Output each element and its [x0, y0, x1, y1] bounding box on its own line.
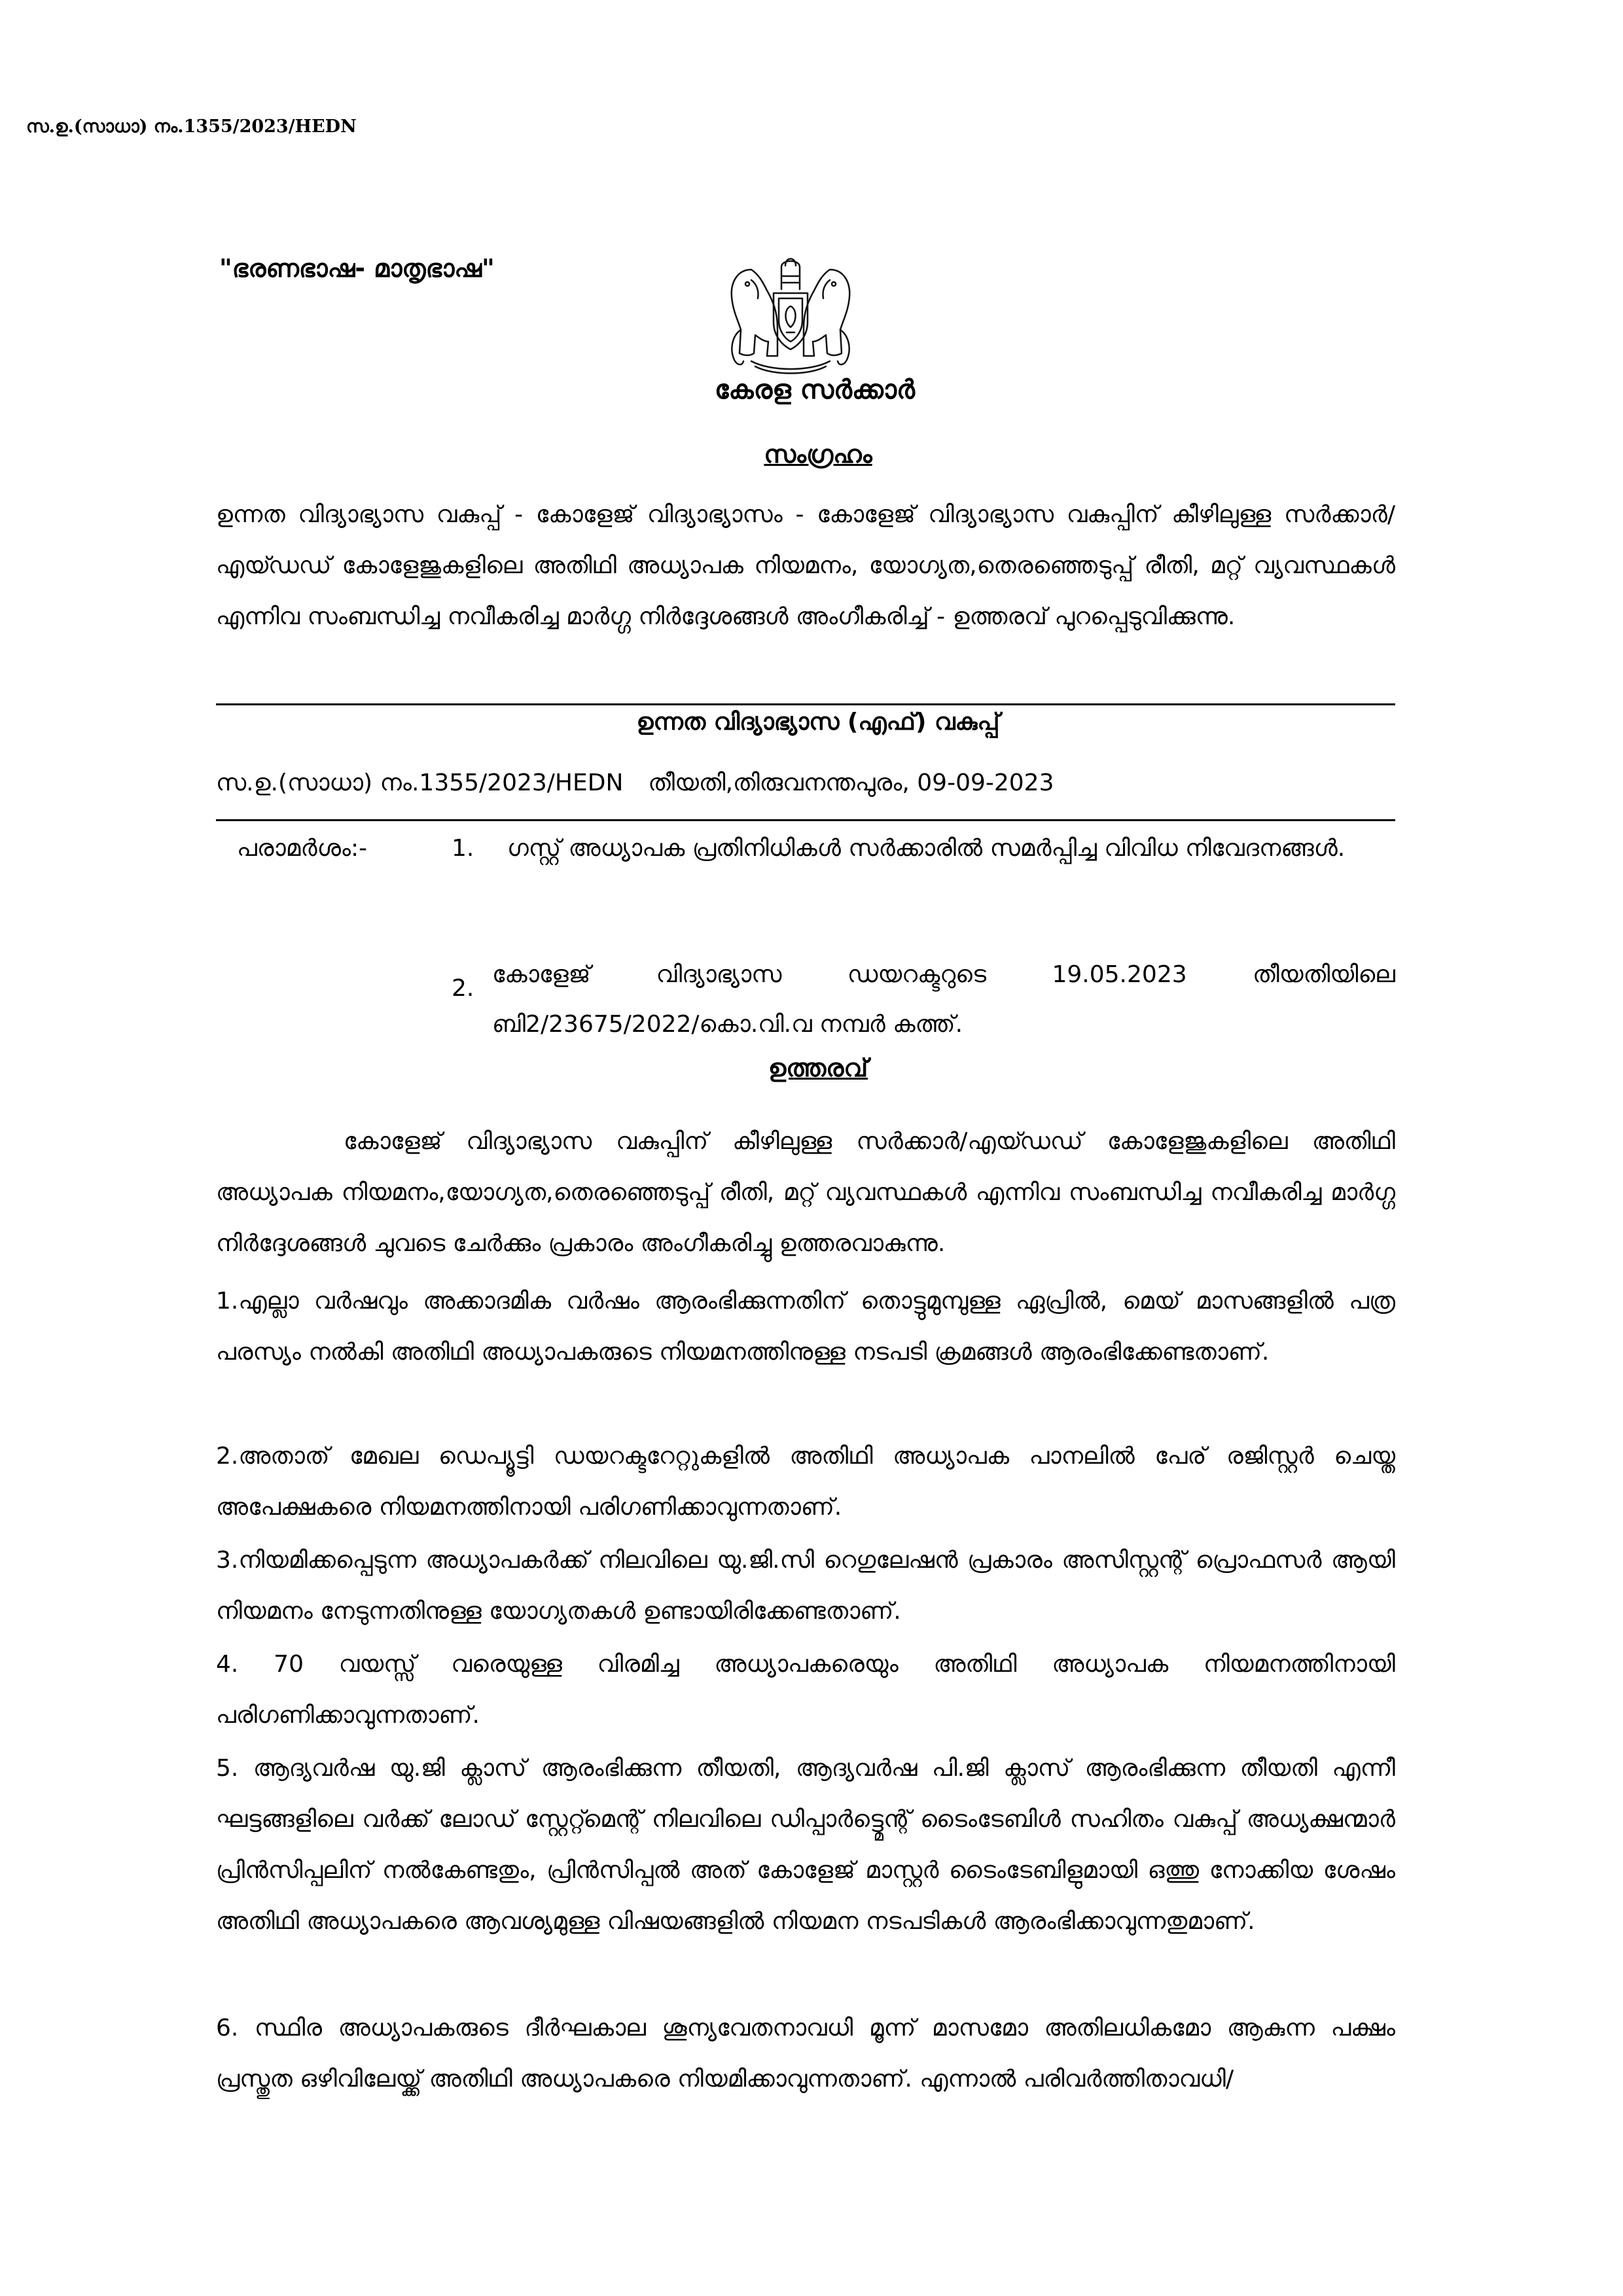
- order-point-text: 6. സ്ഥിര അധ്യാപകരുടെ ദീർഘകാല ശൂന്യവേതനാവധി മൂന്ന് മാസമോ അതിലധികമോ ആകുന്ന പക്ഷം പ്രസ്തുത ഒഴിവിലേയ്ക്ക് അതിഥി അധ്യാപകരെ നിയമിക്കാവുന്നതാണ്. എന്നാൽ പരിവർത്തിതാവധി/: [216, 2015, 1395, 2093]
- government-name: കേരള സർക്കാർ: [715, 375, 915, 405]
- order-point: [216, 1743, 1395, 1947]
- order-intro-paragraph: കോളേജ് വിദ്യാഭ്യാസ വകുപ്പിന് കീഴിലുള്ള സർക്കാർ/എയ്ഡഡ് കോളേജുകളിലെ അതിഥി അധ്യാപക നിയമനം,യോഗ്യത,തെരഞ്ഞെടുപ്പ് രീതി, മറ്റ് വ്യവസ്ഥകൾ എന്നിവ സംബന്ധിച്ച നവീകരിച്ച മാർഗ്ഗ നിർദ്ദേശങ്ങൾ ചുവടെ ചേർക്കും പ്രകാരം അംഗീകരിച്ചു ഉത്തരവാകുന്നു.: [216, 1128, 1395, 1257]
- slogan: "ഭരണഭാഷ- മാതൃഭാഷ": [219, 254, 495, 283]
- reference-text: [492, 950, 1395, 1050]
- order-number-line: [216, 769, 1054, 797]
- order-number: സ.ഉ.(സാധാ) നം.1355/2023/HEDN: [216, 769, 624, 796]
- order-heading: ഉത്തരവ്: [768, 1053, 868, 1082]
- order-point: [216, 1276, 1395, 1378]
- summary-text: [216, 489, 1395, 643]
- order-point-text: 1.എല്ലാ വർഷവും അക്കാദമിക വർഷം ആരംഭിക്കുന്നതിന് തൊട്ടുമുമ്പുള്ള ഏപ്രിൽ, മെയ് മാസങ്ങളിൽ പത്ര പരസ്യം നൽകി അതിഥി അധ്യാപകരുടെ നിയമനത്തിനുള്ള നടപടി ക്രമങ്ങൾ ആരംഭിക്കേണ്ടതാണ്.: [216, 1288, 1395, 1366]
- order-point-text: 2.അതാത് മേഖല ഡെപ്യൂട്ടി ഡയറക്ടറേറ്റുകളിൽ അതിഥി അധ്യാപക പാനലിൽ പേര് രജിസ്റ്റർ ചെയ്ത അപേക്ഷകരെ നിയമനത്തിനായി പരിഗണിക്കാവുന്നതാണ്.: [216, 1443, 1395, 1521]
- reference-number: 2.: [452, 975, 474, 1002]
- references-label: പരാമർശം:-: [237, 835, 368, 862]
- reference-word: കോളേജ്: [492, 961, 591, 988]
- reference-line: ബി2/23675/2022/കൊ.വി.വ നമ്പർ കത്ത്.: [492, 1011, 963, 1038]
- summary-paragraph: ഉന്നത വിദ്യാഭ്യാസ വകുപ്പ് - കോളേജ് വിദ്യാഭ്യാസം - കോളേജ് വിദ്യാഭ്യാസ വകുപ്പിന് കീഴിലുള്ള സർക്കാർ/എയ്ഡഡ് കോളേജുകളിലെ അതിഥി അധ്യാപക നിയമനം, യോഗ്യത,തെരഞ്ഞെടുപ്പ് രീതി, മറ്റ് വ്യവസ്ഥകൾ എന്നിവ സംബന്ധിച്ച നവീകരിച്ച മാർഗ്ഗ നിർദ്ദേശങ്ങൾ അംഗീകരിച്ച് - ഉത്തരവ് പുറപ്പെടുവിക്കുന്നു.: [216, 501, 1395, 630]
- order-point: [216, 1431, 1395, 1533]
- reference-word: 19.05.2023: [1052, 961, 1187, 988]
- reference-number: 1.: [452, 835, 474, 862]
- order-point-text: 3.നിയമിക്കപ്പെടുന്ന അധ്യാപകർക്ക് നിലവിലെ യു.ജി.സി റെഗുലേഷൻ പ്രകാരം അസിസ്റ്റന്റ് പ്രൊഫസർ ആയി നിയമനം നേടുന്നതിനുള്ള യോഗ്യതകൾ ഉണ്ടായിരിക്കേണ്ടതാണ്.: [216, 1547, 1395, 1625]
- divider-bottom: [216, 819, 1395, 821]
- reference-word: തീയതിയിലെ: [1253, 961, 1395, 988]
- reference-word: വിദ്യാഭ്യാസ: [656, 961, 782, 988]
- order-point-text: 4. 70 വയസ്സ് വരെയുള്ള വിരമിച്ച അധ്യാപകരെയും അതിഥി അധ്യാപക നിയമനത്തിനായി പരിഗണിക്കാവുന്നതാണ്.: [216, 1651, 1395, 1729]
- reference-word: ഡയറക്ടറുടെ: [847, 961, 987, 988]
- divider-top: [216, 703, 1395, 705]
- order-point-text: 5. ആദ്യവർഷ യു.ജി ക്ലാസ് ആരംഭിക്കുന്ന തീയതി, ആദ്യവർഷ പി.ജി ക്ലാസ് ആരംഭിക്കുന്ന തീയതി എന്നീ ഘട്ടങ്ങളിലെ വർക്ക് ലോഡ് സ്റ്റേറ്റ്മെന്റ് നിലവിലെ ഡിപ്പാർട്ട്മെന്റ് ടൈംടേബിൾ സഹിതം വകുപ്പ് അധ്യക്ഷന്മാർ പ്രിൻസിപ്പലിന് നൽകേണ്ടതും, പ്രിൻസിപ്പൽ അത് കോളേജ് മാസ്റ്റർ ടൈംടേബിളുമായി ഒത്തു നോക്കിയ ശേഷം അതിഥി അധ്യാപകരെ ആവശ്യമുള്ള വിഷയങ്ങളിൽ നിയമന നടപടികൾ ആരംഭിക്കാവുന്നതുമാണ്.: [216, 1755, 1395, 1935]
- order-point: [216, 1639, 1395, 1741]
- order-point: [216, 2003, 1395, 2105]
- order-intro: [216, 1116, 1395, 1269]
- order-point: [216, 1535, 1395, 1637]
- order-date: തീയതി,തിരുവനന്തപുരം, 09-09-2023: [648, 769, 1054, 796]
- department-name: ഉന്നത വിദ്യാഭ്യാസ (എഫ്) വകുപ്പ്: [636, 709, 1000, 735]
- reference-text: ഗസ്റ്റ് അധ്യാപക പ്രതിനിധികൾ സർക്കാരിൽ സമർപ്പിച്ച വിവിധ നിവേദനങ്ങൾ.: [507, 835, 1346, 862]
- kerala-emblem-icon: [725, 243, 856, 377]
- summary-heading: സംഗ്രഹം: [764, 440, 872, 468]
- reference-line: [492, 950, 1395, 1000]
- header-reference: സ.ഉ.(സാധാ) നം.1355/2023/HEDN: [26, 116, 357, 137]
